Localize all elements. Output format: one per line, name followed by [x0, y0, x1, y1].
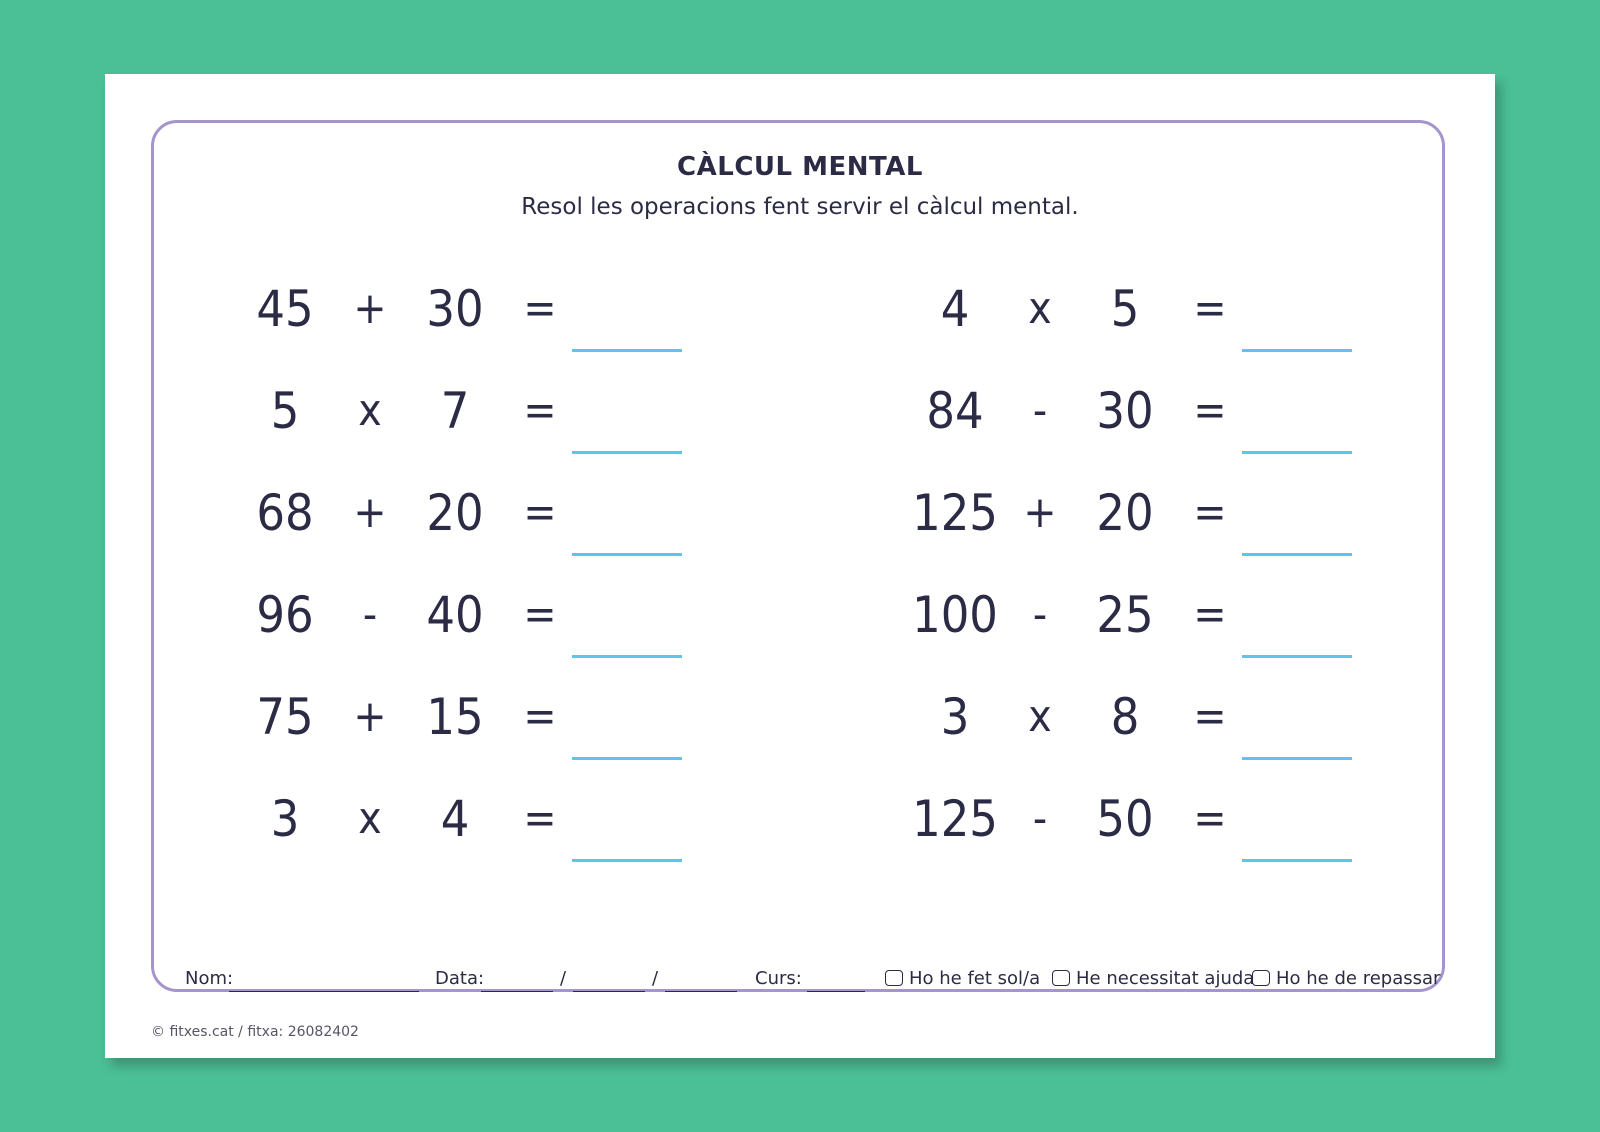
exercise-row: [905, 376, 1425, 478]
exercise-row: [235, 376, 755, 478]
answer-line[interactable]: [572, 655, 682, 658]
operand-a: 5: [270, 382, 300, 440]
exercise-row: [235, 784, 755, 886]
operand-a: 96: [256, 586, 314, 644]
exercise-row: [905, 682, 1425, 784]
equals-sign: =: [523, 487, 557, 538]
operand-b: 30: [1096, 382, 1154, 440]
operator: x: [1028, 691, 1052, 742]
exercise-row: [235, 682, 755, 784]
equals-sign: =: [1193, 283, 1227, 334]
answer-line[interactable]: [1242, 859, 1352, 862]
date-separator: /: [560, 968, 567, 989]
course-label: Curs:: [755, 968, 802, 989]
operator: x: [358, 793, 382, 844]
exercise-row: [235, 274, 755, 376]
date-year-field[interactable]: [665, 991, 737, 992]
answer-line[interactable]: [1242, 451, 1352, 454]
exercise-row: [905, 478, 1425, 580]
worksheet-instruction: Resol les operacions fent servir el càlcul mental.: [521, 194, 1079, 220]
operator: +: [353, 691, 387, 742]
operator: +: [1023, 487, 1057, 538]
date-month-field[interactable]: [573, 991, 645, 992]
operand-b: 20: [1096, 484, 1154, 542]
date-day-field[interactable]: [481, 991, 553, 992]
exercise-row: [235, 478, 755, 580]
equals-sign: =: [1193, 385, 1227, 436]
operand-a: 84: [926, 382, 984, 440]
equals-sign: =: [523, 691, 557, 742]
answer-line[interactable]: [572, 859, 682, 862]
operand-b: 4: [440, 790, 470, 848]
answer-line[interactable]: [572, 757, 682, 760]
answer-line[interactable]: [1242, 655, 1352, 658]
operator: -: [1032, 589, 1048, 640]
operand-a: 3: [270, 790, 300, 848]
course-field[interactable]: [807, 991, 865, 992]
worksheet-sheet: [105, 74, 1495, 1058]
name-field[interactable]: [229, 991, 419, 992]
copyright-text: © fitxes.cat / fitxa: 26082402: [151, 1024, 359, 1040]
operator: -: [362, 589, 378, 640]
operator: -: [1032, 385, 1048, 436]
exercise-row: [905, 580, 1425, 682]
equals-sign: =: [523, 385, 557, 436]
check-label-review: Ho he de repassar: [1276, 968, 1441, 989]
operand-b: 30: [426, 280, 484, 338]
check-label-help: He necessitat ajuda: [1076, 968, 1255, 989]
operator: x: [358, 385, 382, 436]
answer-line[interactable]: [1242, 553, 1352, 556]
operand-a: 125: [912, 484, 998, 542]
answer-line[interactable]: [572, 349, 682, 352]
check-label-alone: Ho he fet sol/a: [909, 968, 1041, 989]
answer-line[interactable]: [1242, 349, 1352, 352]
equals-sign: =: [523, 283, 557, 334]
answer-line[interactable]: [572, 451, 682, 454]
date-label: Data:: [435, 968, 485, 989]
operand-b: 15: [426, 688, 484, 746]
operand-b: 5: [1110, 280, 1140, 338]
equals-sign: =: [1193, 589, 1227, 640]
equals-sign: =: [1193, 793, 1227, 844]
checkbox-icon[interactable]: [1252, 970, 1270, 986]
equals-sign: =: [1193, 487, 1227, 538]
exercise-row: [235, 580, 755, 682]
name-label: Nom:: [185, 968, 234, 989]
operand-b: 8: [1110, 688, 1140, 746]
exercise-row: [905, 274, 1425, 376]
operator: +: [353, 487, 387, 538]
equals-sign: =: [1193, 691, 1227, 742]
operator: x: [1028, 283, 1052, 334]
worksheet-title: CÀLCUL MENTAL: [677, 152, 923, 182]
answer-line[interactable]: [572, 553, 682, 556]
operator: -: [1032, 793, 1048, 844]
exercise-row: [905, 784, 1425, 886]
equals-sign: =: [523, 589, 557, 640]
operand-a: 45: [256, 280, 314, 338]
operator: +: [353, 283, 387, 334]
operand-a: 125: [912, 790, 998, 848]
operand-b: 50: [1096, 790, 1154, 848]
operand-a: 3: [940, 688, 970, 746]
operand-a: 75: [256, 688, 314, 746]
date-separator: /: [652, 968, 659, 989]
operand-b: 25: [1096, 586, 1154, 644]
equals-sign: =: [523, 793, 557, 844]
checkbox-icon[interactable]: [1052, 970, 1070, 986]
answer-line[interactable]: [1242, 757, 1352, 760]
operand-a: 4: [940, 280, 970, 338]
operand-a: 68: [256, 484, 314, 542]
operand-b: 20: [426, 484, 484, 542]
operand-a: 100: [912, 586, 998, 644]
operand-b: 7: [440, 382, 470, 440]
checkbox-icon[interactable]: [885, 970, 903, 986]
operand-b: 40: [426, 586, 484, 644]
